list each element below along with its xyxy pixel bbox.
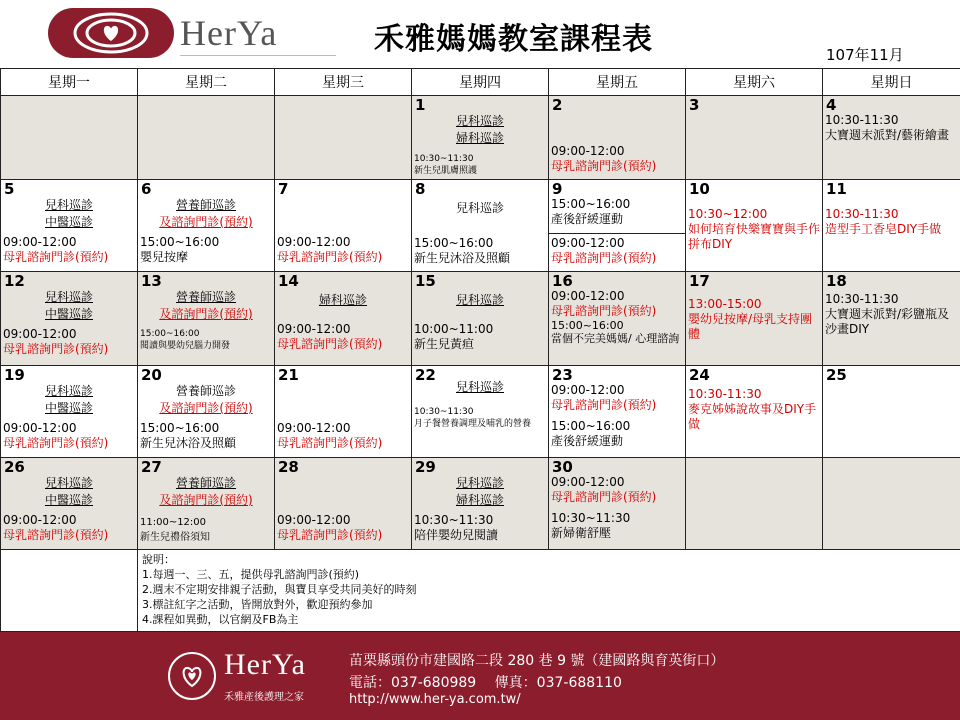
event-time: 13:00-15:00 — [688, 297, 762, 311]
rounds-label: 營養師巡診 — [175, 290, 236, 304]
rounds-label: 及諮詢門診(預約) — [159, 307, 253, 321]
event-time: 10:30-11:30 — [825, 292, 899, 306]
day-number: 13 — [141, 272, 162, 290]
rounds-label: 婦科巡診 — [318, 293, 367, 307]
day-number: 30 — [552, 458, 573, 476]
note-item: 1.每週一、三、五，提供母乳諮詢門診(預約) — [142, 568, 360, 581]
day-cell — [138, 458, 275, 550]
footer-url-link[interactable]: http://www.her-ya.com.tw/ — [349, 692, 521, 707]
empty-day-cell — [275, 96, 412, 180]
rounds-label: 中醫巡診 — [44, 401, 93, 415]
footer — [0, 632, 960, 720]
day-number: 11 — [826, 180, 847, 198]
day-cell — [275, 366, 412, 458]
day-cell — [823, 366, 960, 458]
event-title: 大寶週末派對/藝術繪畫 — [825, 128, 950, 142]
weekday-header: 星期四 — [412, 69, 549, 96]
day-number: 20 — [141, 366, 162, 384]
event-title: 新婦衛舒壓 — [551, 526, 612, 540]
day-cell — [1, 180, 138, 272]
day-cell — [138, 366, 275, 458]
empty-day-cell — [823, 458, 960, 550]
event-title: 產後舒緩運動 — [551, 434, 624, 448]
day-number: 2 — [552, 96, 563, 114]
day-number: 5 — [4, 180, 15, 198]
day-cell — [823, 272, 960, 366]
day-number: 16 — [552, 272, 573, 290]
rounds-label: 中醫巡診 — [44, 215, 93, 229]
day-number: 1 — [415, 96, 426, 114]
event-time: 09:00-12:00 — [277, 235, 351, 249]
day-cell — [1, 458, 138, 550]
page-title: 禾雅媽媽教室課程表 — [374, 22, 653, 57]
footer-tagline: 禾雅產後護理之家 — [224, 692, 304, 703]
day-number: 3 — [689, 96, 700, 114]
day-number: 19 — [4, 366, 25, 384]
event-time: 10:00~11:00 — [414, 322, 494, 336]
event-time: 09:00-12:00 — [551, 236, 625, 250]
note-item: 2.週末不定期安排親子活動，與寶貝享受共同美好的時刻 — [142, 583, 417, 596]
rounds-label: 營養師巡診 — [175, 198, 236, 212]
header — [0, 0, 960, 68]
day-cell — [686, 180, 823, 272]
event-time: 10:30~11:30 — [551, 511, 631, 525]
event-time: 09:00-12:00 — [551, 383, 625, 397]
month-label: 107年11月 — [826, 46, 904, 64]
day-number: 8 — [415, 180, 426, 198]
empty-notes-cell — [1, 550, 138, 632]
event-time: 10:30~11:30 — [414, 154, 474, 164]
event-title: 母乳諮詢門診(預約) — [3, 250, 109, 264]
brand-logo — [48, 8, 174, 58]
week-row — [1, 180, 960, 272]
event-time: 09:00-12:00 — [277, 513, 351, 527]
rounds-label: 兒科巡診 — [455, 476, 504, 490]
event-time: 09:00-12:00 — [3, 513, 77, 527]
event-title: 新生兒黃疸 — [414, 337, 475, 351]
weekday-header: 星期六 — [686, 69, 823, 96]
day-cell — [412, 458, 549, 550]
weekday-header-row — [1, 69, 960, 96]
day-cell — [549, 272, 686, 366]
notes-heading: 說明： — [142, 553, 175, 566]
rounds-label: 兒科巡診 — [44, 198, 93, 212]
day-number: 14 — [278, 272, 299, 290]
day-number: 21 — [278, 366, 299, 384]
day-number: 23 — [552, 366, 573, 384]
event-time: 10:30~11:30 — [414, 513, 494, 527]
divider — [180, 55, 336, 56]
heart-rose-icon — [71, 11, 151, 55]
event-time: 15:00~16:00 — [551, 319, 624, 332]
day-cell — [1, 272, 138, 366]
event-title: 大寶週末派對/彩鹽瓶及沙畫DIY — [825, 307, 950, 336]
day-cell — [823, 180, 960, 272]
event-time: 10:30-11:30 — [825, 207, 899, 221]
rounds-label: 營養師巡診 — [175, 384, 236, 398]
event-time: 10:30-11:30 — [825, 113, 899, 127]
day-cell — [1, 366, 138, 458]
weekday-header: 星期二 — [138, 69, 275, 96]
event-title: 嬰兒按摩 — [140, 250, 189, 264]
empty-day-cell — [686, 458, 823, 550]
rounds-label: 及諮詢門診(預約) — [159, 493, 253, 507]
event-time: 09:00-12:00 — [277, 421, 351, 435]
event-time: 11:00~12:00 — [140, 517, 207, 528]
day-number: 18 — [826, 272, 847, 290]
rounds-label: 兒科巡診 — [455, 380, 504, 394]
event-title: 造型手工香皂DIY手做 — [825, 222, 942, 236]
event-time: 15:00~16:00 — [140, 421, 220, 435]
weekday-header: 星期五 — [549, 69, 686, 96]
day-number: 24 — [689, 366, 710, 384]
event-title: 母乳諮詢門診(預約) — [277, 528, 383, 542]
event-title: 母乳諮詢門診(預約) — [551, 304, 657, 318]
day-cell — [275, 458, 412, 550]
rounds-label: 婦科巡診 — [455, 131, 504, 145]
event-time: 15:00~16:00 — [414, 236, 494, 250]
event-title: 母乳諮詢門診(預約) — [551, 490, 657, 504]
day-cell — [138, 180, 275, 272]
day-number: 4 — [826, 96, 837, 114]
event-title: 新生兒肌膚照護 — [414, 166, 478, 176]
day-number: 25 — [826, 366, 847, 384]
day-cell — [412, 180, 549, 272]
event-title: 嬰幼兒按摩/母乳支持團體 — [688, 312, 813, 341]
day-cell — [686, 96, 823, 180]
event-time: 09:00-12:00 — [551, 144, 625, 158]
rounds-label: 中醫巡診 — [44, 307, 93, 321]
day-number: 17 — [689, 272, 710, 290]
event-time: 15:00~16:00 — [140, 329, 200, 339]
rounds-label: 兒科巡診 — [44, 290, 93, 304]
event-time: 09:00-12:00 — [277, 322, 351, 336]
weekday-header: 星期日 — [823, 69, 960, 96]
day-cell — [549, 96, 686, 180]
day-cell — [412, 366, 549, 458]
day-number: 22 — [415, 366, 436, 384]
event-title: 產後舒緩運動 — [551, 212, 624, 226]
day-cell — [549, 366, 686, 458]
note-item: 4.課程如異動，以官網及FB為主 — [142, 613, 299, 626]
event-time: 15:00~16:00 — [140, 235, 220, 249]
notes-row — [1, 550, 960, 632]
week-row — [1, 272, 960, 366]
day-number: 10 — [689, 180, 710, 198]
day-number: 12 — [4, 272, 25, 290]
divider — [549, 233, 685, 266]
event-title: 當個不完美媽媽/ 心理諮詢 — [551, 332, 680, 345]
event-title: 母乳諮詢門診(預約) — [277, 337, 383, 351]
day-cell — [549, 458, 686, 550]
event-title: 母乳諮詢門診(預約) — [3, 528, 109, 542]
day-number: 15 — [415, 272, 436, 290]
event-title: 新生兒禮俗須知 — [140, 532, 210, 543]
day-cell — [549, 180, 686, 272]
event-title: 新生兒沐浴及照顧 — [140, 436, 237, 450]
note-item: 3.標註紅字之活動，皆開放對外，歡迎預約參加 — [142, 598, 373, 611]
day-cell — [412, 272, 549, 366]
day-cell — [275, 272, 412, 366]
footer-phone: 電話：037-680989 傳真：037-688110 — [349, 675, 622, 691]
rounds-label: 營養師巡診 — [175, 476, 236, 490]
footer-brand: HerYa — [224, 648, 306, 681]
rounds-label: 及諮詢門診(預約) — [159, 401, 253, 415]
day-number: 6 — [141, 180, 152, 198]
event-title: 如何培育快樂寶寶與手作拼布DIY — [688, 222, 821, 251]
day-number: 28 — [278, 458, 299, 476]
day-cell — [686, 272, 823, 366]
event-title: 母乳諮詢門診(預約) — [551, 251, 657, 265]
week-row — [1, 366, 960, 458]
notes-cell — [138, 550, 960, 632]
event-time: 10:30~12:00 — [688, 207, 768, 221]
event-time: 09:00-12:00 — [3, 327, 77, 341]
event-title: 新生兒沐浴及照顧 — [414, 251, 511, 265]
day-number: 7 — [278, 180, 289, 198]
event-time: 09:00-12:00 — [551, 289, 625, 303]
calendar-table — [0, 68, 960, 632]
brand-name: HerYa — [180, 13, 278, 53]
week-row — [1, 96, 960, 180]
day-cell — [275, 180, 412, 272]
day-number: 29 — [415, 458, 436, 476]
day-cell — [412, 96, 549, 180]
event-time: 15:00~16:00 — [551, 197, 631, 211]
event-title: 陪伴嬰幼兒閱讀 — [414, 528, 499, 542]
day-cell — [686, 366, 823, 458]
footer-address: 苗栗縣頭份市建國路二段 280 巷 9 號（建國路與育英街口） — [349, 653, 725, 669]
day-number: 9 — [552, 180, 563, 198]
event-title: 閱讀與嬰幼兒腦力開發 — [140, 341, 231, 351]
event-time: 15:00~16:00 — [551, 419, 631, 433]
event-title: 母乳諮詢門診(預約) — [277, 250, 383, 264]
event-time: 10:30~11:30 — [414, 407, 474, 417]
event-title: 母乳諮詢門診(預約) — [3, 436, 109, 450]
event-title: 母乳諮詢門診(預約) — [551, 159, 657, 173]
rounds-label: 兒科巡診 — [44, 384, 93, 398]
day-cell — [138, 272, 275, 366]
rounds-label: 中醫巡診 — [44, 493, 93, 507]
event-title: 月子餐營養調理及哺乳的營養 — [414, 419, 532, 429]
rounds-label: 婦科巡診 — [455, 493, 504, 507]
event-time: 10:30-11:30 — [688, 387, 762, 401]
empty-day-cell — [1, 96, 138, 180]
day-number: 26 — [4, 458, 25, 476]
event-time: 09:00-12:00 — [551, 475, 625, 489]
rounds-label: 兒科巡診 — [455, 293, 504, 307]
event-title: 母乳諮詢門診(預約) — [3, 342, 109, 356]
event-time: 09:00-12:00 — [3, 235, 77, 249]
weekday-header: 星期三 — [275, 69, 412, 96]
footer-logo-icon — [168, 652, 216, 700]
day-number: 27 — [141, 458, 162, 476]
week-row — [1, 458, 960, 550]
rounds-label: 兒科巡診 — [44, 476, 93, 490]
event-title: 母乳諮詢門診(預約) — [277, 436, 383, 450]
event-time: 09:00-12:00 — [3, 421, 77, 435]
event-title: 母乳諮詢門診(預約) — [551, 398, 657, 412]
event-title: 麥克姊姊說故事及DIY手做 — [688, 402, 817, 431]
weekday-header: 星期一 — [1, 69, 138, 96]
rounds-label: 兒科巡診 — [455, 201, 504, 215]
day-cell — [823, 96, 960, 180]
rounds-label: 兒科巡診 — [455, 114, 504, 128]
empty-day-cell — [138, 96, 275, 180]
rounds-label: 及諮詢門診(預約) — [159, 215, 253, 229]
